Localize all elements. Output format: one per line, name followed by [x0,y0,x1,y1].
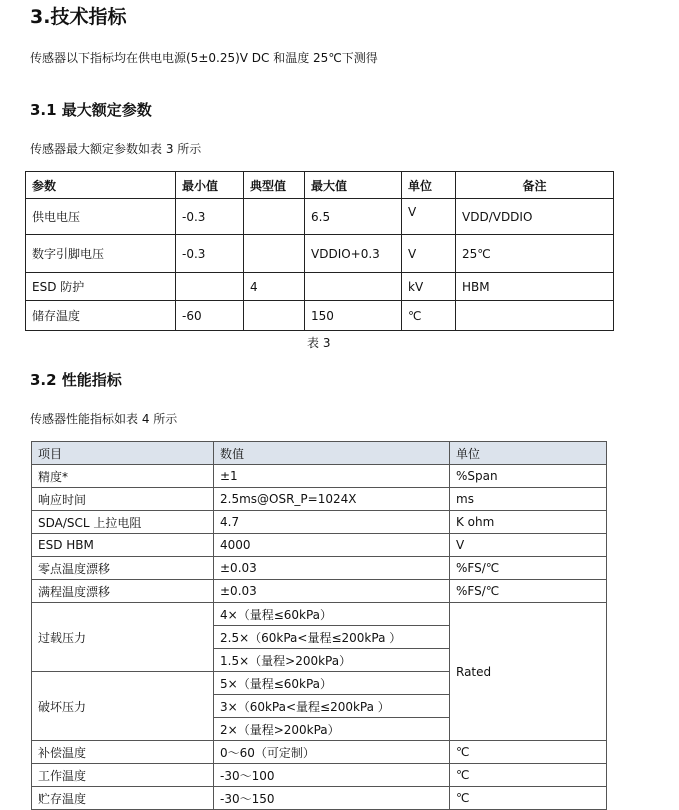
table-cell: K ohm [450,511,607,534]
table-cell: 数字引脚电压 [26,235,176,273]
table-cell: 4×（量程≤60kPa） [214,603,450,626]
table-cell: 满程温度漂移 [32,580,214,603]
table-cell: ±0.03 [214,557,450,580]
table-cell: 25℃ [456,235,614,273]
table-row [26,273,614,301]
table-cell: 6.5 [305,199,402,235]
table-cell-rated-unit: Rated [450,603,607,741]
subsection-title-3-2: 3.2 性能指标 [30,371,122,389]
header-cell: 单位 [450,442,607,465]
table-cell: V [402,235,456,273]
table-cell: 3×（60kPa<量程≤200kPa ） [214,695,450,718]
table-cell: ℃ [450,787,607,810]
table-cell: %FS/℃ [450,580,607,603]
table-cell: V [402,199,456,235]
table-cell: 工作温度 [32,764,214,787]
table-row [32,534,607,557]
table-cell: ±0.03 [214,580,450,603]
table-row [32,488,607,511]
table-cell: kV [402,273,456,301]
table-caption: 表 3 [307,336,331,350]
table-cell: VDDIO+0.3 [305,235,402,273]
table-cell: 储存温度 [26,301,176,331]
table-cell: 供电电压 [26,199,176,235]
table-cell-overload-label: 过载压力 [32,603,214,672]
table-cell: SDA/SCL 上拉电阻 [32,511,214,534]
table-cell: -0.3 [176,199,244,235]
table-row [32,741,607,764]
table-cell: ℃ [450,741,607,764]
header-cell: 备注 [456,172,614,199]
table-cell: 150 [305,301,402,331]
table-cell: 补偿温度 [32,741,214,764]
table-row [26,301,614,331]
header-cell: 数值 [214,442,450,465]
header-cell: 最小值 [176,172,244,199]
table-cell: 4 [244,273,305,301]
table-row [32,465,607,488]
header-cell: 参数 [26,172,176,199]
max-ratings-table [25,171,614,331]
table-cell [456,301,614,331]
table-cell: 2.5ms@OSR_P=1024X [214,488,450,511]
section-intro: 传感器以下指标均在供电电源(5±0.25)V DC 和温度 25℃下测得 [30,51,378,65]
table-cell [244,235,305,273]
table-cell: -0.3 [176,235,244,273]
table-cell: 0～60（可定制） [214,741,450,764]
table-cell: %FS/℃ [450,557,607,580]
table-cell: ms [450,488,607,511]
table-cell: -30～150 [214,787,450,810]
table-cell [244,301,305,331]
table-cell: 4.7 [214,511,450,534]
table-cell: ±1 [214,465,450,488]
subsection-title-3-1: 3.1 最大额定参数 [30,101,152,119]
table-cell [305,273,402,301]
table-row [26,199,614,235]
table-cell: ℃ [402,301,456,331]
table-row [32,580,607,603]
table-cell: ESD 防护 [26,273,176,301]
table-cell: 贮存温度 [32,787,214,810]
table-cell: VDD/VDDIO [456,199,614,235]
table-row [32,603,607,626]
table-cell: 4000 [214,534,450,557]
table-cell: 响应时间 [32,488,214,511]
table-cell: HBM [456,273,614,301]
table-header-row [26,172,614,199]
table-cell [176,273,244,301]
table-cell: 零点温度漂移 [32,557,214,580]
table-header-row [32,442,607,465]
table-cell: V [450,534,607,557]
table-cell [244,199,305,235]
header-cell: 最大值 [305,172,402,199]
table-row [32,511,607,534]
table-row [32,764,607,787]
table-cell: %Span [450,465,607,488]
table-cell: 精度* [32,465,214,488]
table-cell: -60 [176,301,244,331]
header-cell: 项目 [32,442,214,465]
table-cell: -30～100 [214,764,450,787]
table-cell: ESD HBM [32,534,214,557]
performance-table [31,441,607,810]
table-cell-burst-label: 破坏压力 [32,672,214,741]
table-cell: 5×（量程≤60kPa） [214,672,450,695]
table-row [26,235,614,273]
header-cell: 典型值 [244,172,305,199]
table-cell: 2.5×（60kPa<量程≤200kPa ） [214,626,450,649]
subsection-intro-3-1: 传感器最大额定参数如表 3 所示 [30,142,202,156]
table-row [32,787,607,810]
table-row [32,557,607,580]
header-cell: 单位 [402,172,456,199]
section-title: 3.技术指标 [30,6,127,28]
table-cell: ℃ [450,764,607,787]
subsection-intro-3-2: 传感器性能指标如表 4 所示 [30,412,178,426]
table-cell: 2×（量程>200kPa） [214,718,450,741]
table-cell: 1.5×（量程>200kPa） [214,649,450,672]
